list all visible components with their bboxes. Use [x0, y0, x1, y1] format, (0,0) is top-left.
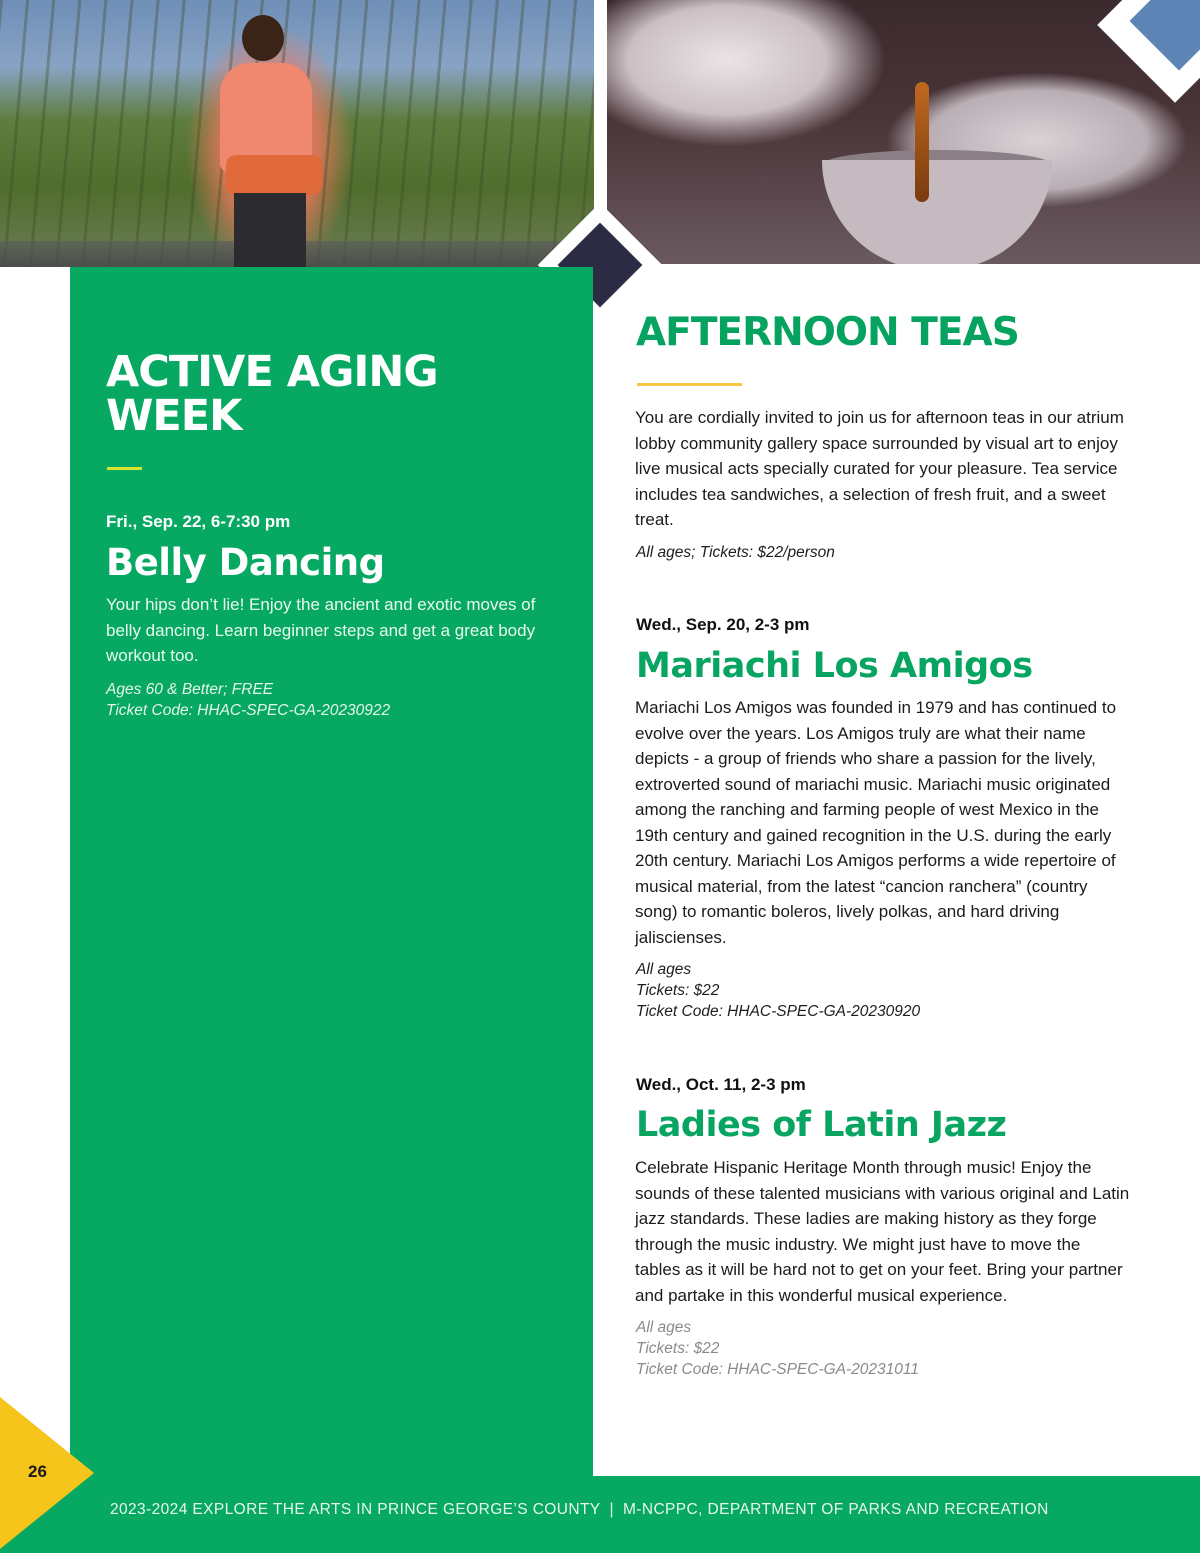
- dancer-figure: [200, 5, 340, 267]
- dancer-legs: [234, 193, 306, 267]
- hip-scarf: [226, 155, 322, 195]
- belly-dancing-description: Your hips don’t lie! Enjoy the ancient and exotic moves of belly dancing. Learn beginner steps and get a great body workout too.: [106, 595, 536, 665]
- footer-text: [110, 1501, 1049, 1519]
- active-aging-title: ACTIVE AGING WEEK: [106, 347, 438, 441]
- belly-dancing-meta: [106, 679, 546, 721]
- tea-pouring-photo: [607, 0, 1200, 264]
- dancer-head: [242, 15, 284, 61]
- teacup: [822, 160, 1052, 264]
- mariachi-ages: All ages: [636, 961, 692, 978]
- belly-dancing-date: Fri., Sep. 22, 6-7:30 pm: [106, 512, 291, 531]
- latin-jazz-tickets: Tickets: $22: [636, 1340, 720, 1357]
- latin-jazz-ticket-code: Ticket Code: HHAC-SPEC-GA-20231011: [636, 1361, 919, 1378]
- mariachi-meta: [636, 959, 1131, 1022]
- mariachi-date: Wed., Sep. 20, 2-3 pm: [636, 615, 810, 634]
- title-underline: [107, 467, 142, 470]
- active-aging-panel: [70, 267, 593, 1487]
- latin-jazz-date: Wed., Oct. 11, 2-3 pm: [636, 1075, 806, 1094]
- latin-jazz-title: Ladies of Latin Jazz: [636, 1105, 1007, 1145]
- belly-dancer-photo: [0, 0, 594, 267]
- afternoon-teas-title: AFTERNOON TEAS: [636, 310, 1019, 355]
- mariachi-tickets: Tickets: $22: [636, 982, 720, 999]
- belly-dancing-ages: Ages 60 & Better; FREE: [106, 681, 274, 698]
- latin-jazz-meta: [636, 1317, 1131, 1380]
- latin-jazz-description: Celebrate Hispanic Heritage Month through music! Enjoy the sounds of these talented musicians with various original and Latin jazz standards. These ladies are making history as they forge through the music industry. We might just have to move the tables as it will be hard not to get on your feet. Bring your partner and partake in this wonderful musical experience.: [635, 1158, 1130, 1305]
- mariachi-description: Mariachi Los Amigos was founded in 1979 and has continued to evolve over the years. Los Amigos truly are what their name depicts - a group of friends who share a passion for the lively, extroverted sound of mariachi music. Mariachi music originated among the ranching and farming people of west Mexico in the 19th century and gained recognition in the U.S. during the early 20th century. Mariachi Los Amigos performs a wide repertoire of musical material, from the latest “cancion ranchera” (country song) to romantic boleros, lively polkas, and hard driving jaliscienses.: [635, 698, 1117, 947]
- belly-dancing-title: Belly Dancing: [106, 541, 385, 584]
- footer-separator: |: [609, 1501, 614, 1518]
- afternoon-teas-meta: All ages; Tickets: $22/person: [636, 544, 835, 561]
- tea-stream: [915, 82, 929, 202]
- mariachi-title: Mariachi Los Amigos: [636, 646, 1033, 686]
- page-number: 26: [28, 1462, 47, 1481]
- latin-jazz-ages: All ages: [636, 1319, 692, 1336]
- belly-dancing-ticket-code: Ticket Code: HHAC-SPEC-GA-20230922: [106, 702, 391, 719]
- page-number-corner: [0, 1397, 94, 1549]
- mariachi-ticket-code: Ticket Code: HHAC-SPEC-GA-20230920: [636, 1003, 921, 1020]
- footer-publication: 2023-2024 EXPLORE THE ARTS IN PRINCE GEORGE’S COUNTY: [110, 1501, 601, 1518]
- afternoon-teas-underline: [637, 383, 742, 386]
- afternoon-teas-intro: You are cordially invited to join us for afternoon teas in our atrium lobby community gallery space surrounded by visual art to enjoy live musical acts specially curated for your pleasure. Tea service includes tea sandwiches, a selection of fresh fruit, and a sweet treat.: [635, 408, 1124, 529]
- footer-department: M-NCPPC, DEPARTMENT OF PARKS AND RECREATION: [622, 1501, 1049, 1518]
